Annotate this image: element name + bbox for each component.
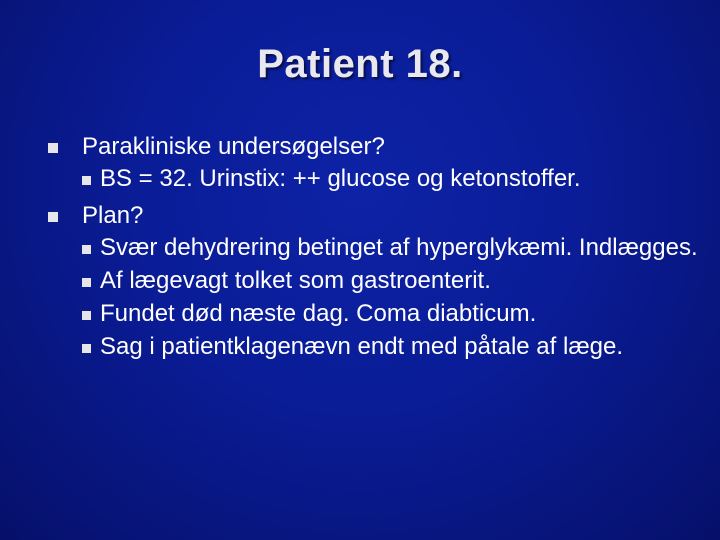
slide-content [48, 132, 698, 362]
sub-bullet-text: BS = 32. Urinstix: ++ glucose og ketonstoffer. [100, 165, 581, 192]
square-bullet-icon [82, 176, 91, 185]
square-bullet-icon [82, 311, 91, 320]
sub-bullet-dehydrering [48, 233, 698, 263]
square-bullet-icon [48, 143, 58, 153]
sub-bullet-patientklagenaevn [48, 332, 698, 362]
sub-bullet-text: Svær dehydrering betinget af hyperglykæmi. Indlægges. [100, 234, 698, 261]
bullet-item-plan [48, 201, 698, 231]
sub-bullet-text: Fundet død næste dag. Coma diabticum. [100, 300, 537, 327]
bullet-text: Plan? [82, 202, 144, 229]
square-bullet-icon [48, 212, 58, 222]
sub-bullet-text: Af lægevagt tolket som gastroenterit. [100, 267, 491, 294]
sub-bullet-laegevagt [48, 266, 698, 296]
slide-title: Patient 18. [257, 42, 463, 86]
sub-bullet-fundet-doed [48, 299, 698, 329]
sub-bullet-text: Sag i patientklagenævn endt med påtale af læge. [100, 333, 624, 360]
bullet-text: Parakliniske undersøgelser? [82, 133, 385, 160]
bullet-item-parakliniske [48, 132, 698, 162]
sub-bullet-bs-urinstix [48, 164, 698, 194]
square-bullet-icon [82, 245, 91, 254]
square-bullet-icon [82, 278, 91, 287]
square-bullet-icon [82, 344, 91, 353]
